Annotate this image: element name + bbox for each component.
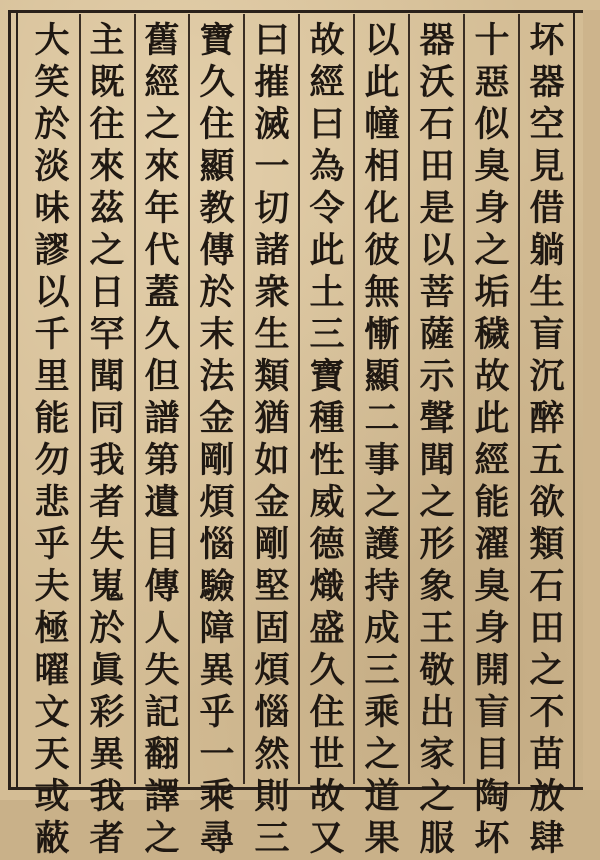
text-column-1 (527, 20, 567, 859)
character: 威 (309, 482, 345, 523)
character: 之 (474, 230, 510, 271)
character: 聞 (89, 356, 125, 397)
character: 家 (419, 734, 455, 775)
character: 之 (364, 734, 400, 775)
character: 目 (474, 734, 510, 775)
character: 記 (144, 692, 180, 733)
character: 者 (89, 482, 125, 523)
character: 田 (529, 608, 565, 649)
character: 三 (254, 818, 290, 859)
character: 如 (254, 440, 290, 481)
character: 者 (89, 818, 125, 859)
text-column-9 (87, 20, 127, 859)
character: 一 (199, 734, 235, 775)
character: 來 (89, 146, 125, 187)
character: 滅 (254, 104, 290, 145)
character: 之 (529, 650, 565, 691)
character: 借 (529, 188, 565, 229)
character: 味 (34, 188, 70, 229)
adjacent-page-edge (583, 10, 600, 790)
character: 令 (309, 188, 345, 229)
column-rule (463, 14, 465, 784)
character: 我 (89, 776, 125, 817)
character: 開 (474, 650, 510, 691)
character: 臭 (474, 566, 510, 607)
character: 種 (309, 398, 345, 439)
character: 遺 (144, 482, 180, 523)
character: 此 (474, 398, 510, 439)
character: 幢 (364, 104, 400, 145)
character: 蔽 (34, 818, 70, 859)
character: 苗 (529, 734, 565, 775)
character: 住 (309, 692, 345, 733)
character: 乘 (199, 776, 235, 817)
character: 又 (309, 818, 345, 859)
character: 德 (309, 524, 345, 565)
character: 乎 (34, 524, 70, 565)
character: 不 (529, 692, 565, 733)
character: 傳 (199, 230, 235, 271)
character: 石 (419, 104, 455, 145)
character: 惱 (254, 692, 290, 733)
character: 肆 (529, 818, 565, 859)
character: 堅 (254, 566, 290, 607)
character: 以 (34, 272, 70, 313)
character: 或 (34, 776, 70, 817)
character: 傳 (144, 566, 180, 607)
character: 石 (529, 566, 565, 607)
character: 代 (144, 230, 180, 271)
character: 天 (34, 734, 70, 775)
character: 惡 (474, 62, 510, 103)
character: 菩 (419, 272, 455, 313)
character: 法 (199, 356, 235, 397)
column-rule (188, 14, 190, 784)
character: 然 (254, 734, 290, 775)
character: 故 (309, 776, 345, 817)
character: 謬 (34, 230, 70, 271)
character: 十 (474, 20, 510, 61)
character: 久 (144, 314, 180, 355)
character: 固 (254, 608, 290, 649)
character: 譯 (144, 776, 180, 817)
character: 之 (364, 482, 400, 523)
character: 千 (34, 314, 70, 355)
column-rule (79, 14, 81, 784)
character: 以 (364, 20, 400, 61)
character: 大 (34, 20, 70, 61)
character: 尋 (199, 818, 235, 859)
character: 異 (89, 734, 125, 775)
character: 生 (529, 272, 565, 313)
character: 性 (309, 440, 345, 481)
character: 之 (419, 482, 455, 523)
character: 生 (254, 314, 290, 355)
column-rule (243, 14, 245, 784)
character: 猶 (254, 398, 290, 439)
character: 盲 (529, 314, 565, 355)
character: 金 (254, 482, 290, 523)
character: 煩 (254, 650, 290, 691)
character: 臭 (474, 146, 510, 187)
character: 慚 (364, 314, 400, 355)
character: 此 (309, 230, 345, 271)
character: 彩 (89, 692, 125, 733)
character: 道 (364, 776, 400, 817)
character: 王 (419, 608, 455, 649)
character: 切 (254, 188, 290, 229)
character: 障 (199, 608, 235, 649)
text-column-2 (472, 20, 512, 859)
character: 熾 (309, 566, 345, 607)
column-rule (408, 14, 410, 784)
character: 翻 (144, 734, 180, 775)
character: 見 (529, 146, 565, 187)
character: 剛 (199, 440, 235, 481)
character: 寶 (199, 20, 235, 61)
character: 此 (364, 62, 400, 103)
character: 夫 (34, 566, 70, 607)
character: 醉 (529, 398, 565, 439)
character: 煩 (199, 482, 235, 523)
character: 相 (364, 146, 400, 187)
character: 身 (474, 188, 510, 229)
character: 之 (144, 104, 180, 145)
character: 乎 (199, 692, 235, 733)
character: 寶 (309, 356, 345, 397)
character: 嵬 (89, 566, 125, 607)
character: 護 (364, 524, 400, 565)
character: 往 (89, 104, 125, 145)
character: 年 (144, 188, 180, 229)
character: 事 (364, 440, 400, 481)
character: 坏 (529, 20, 565, 61)
character: 濯 (474, 524, 510, 565)
character: 以 (419, 230, 455, 271)
character: 舊 (144, 20, 180, 61)
character: 躺 (529, 230, 565, 271)
character: 於 (34, 104, 70, 145)
character: 欲 (529, 482, 565, 523)
character: 類 (529, 524, 565, 565)
character: 無 (364, 272, 400, 313)
character: 聲 (419, 398, 455, 439)
character: 故 (309, 20, 345, 61)
character: 曰 (309, 104, 345, 145)
character: 經 (474, 440, 510, 481)
character: 放 (529, 776, 565, 817)
character: 曰 (254, 20, 290, 61)
character: 器 (419, 20, 455, 61)
text-column-10 (32, 20, 72, 859)
character: 穢 (474, 314, 510, 355)
character: 三 (364, 650, 400, 691)
character: 文 (34, 692, 70, 733)
character: 服 (419, 818, 455, 859)
character: 土 (309, 272, 345, 313)
column-rule (298, 14, 300, 784)
character: 罕 (89, 314, 125, 355)
text-column-4 (362, 20, 402, 859)
character: 故 (474, 356, 510, 397)
character: 來 (144, 146, 180, 187)
character: 衆 (254, 272, 290, 313)
character: 悲 (34, 482, 70, 523)
character: 目 (144, 524, 180, 565)
character: 眞 (89, 650, 125, 691)
character: 既 (89, 62, 125, 103)
character: 盲 (474, 692, 510, 733)
character: 我 (89, 440, 125, 481)
character: 住 (199, 104, 235, 145)
left-inner-border (16, 10, 18, 790)
character: 彼 (364, 230, 400, 271)
character: 陶 (474, 776, 510, 817)
text-column-3 (417, 20, 457, 859)
text-column-8 (142, 20, 182, 859)
character: 主 (89, 20, 125, 61)
character: 失 (89, 524, 125, 565)
character: 失 (144, 650, 180, 691)
character: 顯 (199, 146, 235, 187)
character: 能 (474, 482, 510, 523)
character: 為 (309, 146, 345, 187)
character: 經 (144, 62, 180, 103)
character: 示 (419, 356, 455, 397)
character: 五 (529, 440, 565, 481)
character: 曜 (34, 650, 70, 691)
character: 里 (34, 356, 70, 397)
character: 蓋 (144, 272, 180, 313)
character: 身 (474, 608, 510, 649)
character: 人 (144, 608, 180, 649)
character: 空 (529, 104, 565, 145)
character: 敬 (419, 650, 455, 691)
text-column-6 (252, 20, 292, 859)
character: 之 (89, 230, 125, 271)
character: 盛 (309, 608, 345, 649)
character: 於 (89, 608, 125, 649)
character: 器 (529, 62, 565, 103)
character: 諸 (254, 230, 290, 271)
character: 久 (199, 62, 235, 103)
character: 淡 (34, 146, 70, 187)
column-rule (134, 14, 136, 784)
character: 薩 (419, 314, 455, 355)
character: 坏 (474, 818, 510, 859)
character: 象 (419, 566, 455, 607)
character: 教 (199, 188, 235, 229)
character: 極 (34, 608, 70, 649)
character: 乘 (364, 692, 400, 733)
character: 能 (34, 398, 70, 439)
character: 久 (309, 650, 345, 691)
character: 茲 (89, 188, 125, 229)
character: 笑 (34, 62, 70, 103)
character: 剛 (254, 524, 290, 565)
character: 二 (364, 398, 400, 439)
character: 似 (474, 104, 510, 145)
character: 則 (254, 776, 290, 817)
character: 之 (419, 776, 455, 817)
column-rule (518, 14, 520, 784)
character: 是 (419, 188, 455, 229)
character: 果 (364, 818, 400, 859)
character: 於 (199, 272, 235, 313)
character: 出 (419, 692, 455, 733)
text-column-7 (197, 20, 237, 859)
character: 摧 (254, 62, 290, 103)
character: 日 (89, 272, 125, 313)
character: 世 (309, 734, 345, 775)
character: 持 (364, 566, 400, 607)
character: 譜 (144, 398, 180, 439)
text-column-5 (307, 20, 347, 859)
character: 沃 (419, 62, 455, 103)
character: 同 (89, 398, 125, 439)
character: 末 (199, 314, 235, 355)
character: 顯 (364, 356, 400, 397)
character: 惱 (199, 524, 235, 565)
character: 勿 (34, 440, 70, 481)
character: 金 (199, 398, 235, 439)
column-rule (353, 14, 355, 784)
character: 一 (254, 146, 290, 187)
character: 異 (199, 650, 235, 691)
character: 成 (364, 608, 400, 649)
character: 經 (309, 62, 345, 103)
character: 形 (419, 524, 455, 565)
character: 之 (144, 818, 180, 859)
character: 沉 (529, 356, 565, 397)
character: 聞 (419, 440, 455, 481)
character: 田 (419, 146, 455, 187)
character: 類 (254, 356, 290, 397)
character: 垢 (474, 272, 510, 313)
character: 化 (364, 188, 400, 229)
character: 驗 (199, 566, 235, 607)
character: 但 (144, 356, 180, 397)
right-inner-border (573, 10, 575, 790)
character: 第 (144, 440, 180, 481)
character: 三 (309, 314, 345, 355)
